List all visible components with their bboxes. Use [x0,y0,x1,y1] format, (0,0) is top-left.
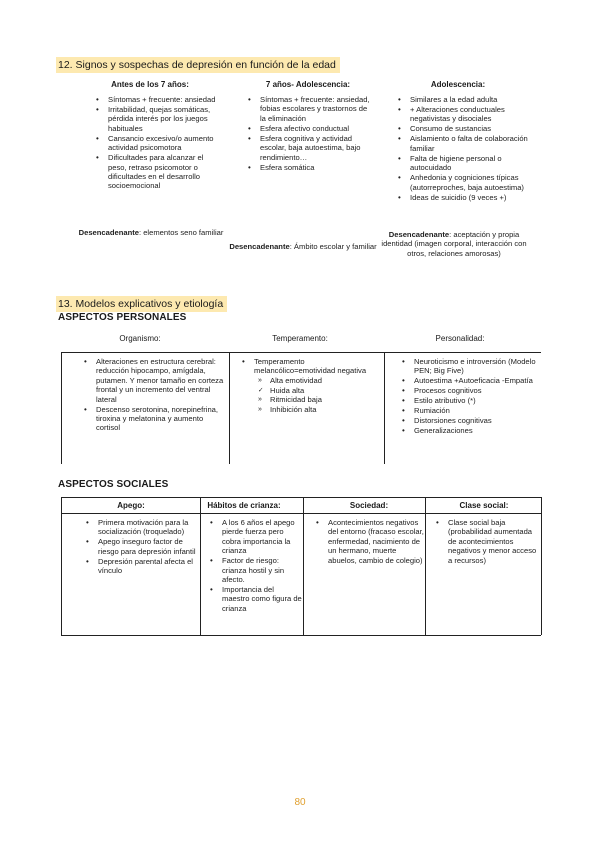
section-13-title: 13. Modelos explicativos y etiología [56,296,227,312]
list-item: • Alteraciones en estructura cerebral: reducción hipocampo, amígdala, putamen. Y menor tamaño en corteza frontal y un incremento del ventral lateral [80,357,226,404]
list-item: • Anhedonia y cogniciones típicas (autorreproches, baja autoestima) [394,173,532,192]
list-item: • Ideas de suicidio (9 veces +) [394,193,532,202]
list-item: » Inhibición alta [238,405,382,414]
table-rule [61,352,541,353]
table-border [61,497,62,635]
list-item: • Esfera afectivo conductual [244,124,372,133]
header-personalidad: Personalidad: [435,334,485,343]
7-adolescence-trigger [228,242,378,251]
sociedad-list [312,518,424,566]
list-item: • Consumo de sustancias [394,124,532,133]
list-item: • Distorsiones cognitivas [398,416,538,425]
list-item: • Generalizaciones [398,426,538,435]
apego-list [82,518,198,576]
under-7-list [92,95,222,191]
header-clase: Clase social: [459,501,509,510]
list-item: » Alta emotividad [238,376,382,385]
trigger-label: Desencadenante [229,242,290,251]
temperamento-list [238,357,382,414]
personalidad-list [398,357,538,436]
list-item: • Factor de riesgo: crianza hostil y sin afecto. [206,556,302,584]
list-item: • Importancia del maestro como figura de crianza [206,585,302,613]
list-item: • Acontecimientos negativos del entorno (fracaso escolar, enfermedad, nacimiento de un hermano, muerte abuelos, cambio de colegio) [312,518,424,565]
table-rule [61,497,541,498]
list-item: • Esfera cognitiva y actividad escolar, baja autoestima, bajo rendimiento… [244,134,372,162]
list-item: ✓ Huida alta [238,386,382,395]
table-border [61,352,62,464]
organismo-list [80,357,226,433]
col-header-under-7: Antes de los 7 años: [111,80,189,89]
header-temperamento: Temperamento: [272,334,328,343]
header-habitos: Hábitos de crianza: [207,501,281,510]
list-item: • Falta de higiene personal o autocuidado [394,154,532,173]
adolescence-trigger [378,230,530,258]
trigger-text: : Ámbito escolar y familiar [289,242,377,251]
list-item: • Estilo atributivo (*) [398,396,538,405]
list-item: • Síntomas + frecuente: ansiedad, fobias escolares y trastornos de la eliminación [244,95,372,123]
list-item: • Dificultades para alcanzar el peso, retraso psicomotor o dificultades en el desarrollo socioemocional [92,153,222,191]
list-item: • Cansancio excesivo/o aumento actividad psicomotora [92,134,222,153]
trigger-text: : aceptación y propia identidad (imagen corporal, interacción con otros, relaciones amorosas) [381,230,527,258]
table-border [303,497,304,635]
list-item: • Síntomas + frecuente: ansiedad [92,95,222,104]
col-header-7-adolescence: 7 años- Adolescencia: [265,80,351,89]
table-border [200,497,201,635]
list-item: • Procesos cognitivos [398,386,538,395]
section-12-title: 12. Signos y sospechas de depresión en función de la edad [56,57,340,73]
list-item: • Autoestima +Autoeficacia -Empatía [398,376,538,385]
list-item: • Irritabilidad, quejas somáticas, pérdida interés por los juegos habituales [92,105,222,133]
list-item: • A los 6 años el apego pierde fuerza pero cobra importancia la crianza [206,518,302,556]
list-item: • Temperamento melancólico=emotividad negativa [238,357,382,376]
list-item: » Ritmicidad baja [238,395,382,404]
habitos-list [206,518,302,614]
under-7-trigger [76,228,226,237]
list-item: • Rumiación [398,406,538,415]
header-apego: Apego: [117,501,145,510]
header-sociedad: Sociedad: [349,501,389,510]
list-item: • Similares a la edad adulta [394,95,532,104]
table-border [541,497,542,635]
trigger-text: : elementos seno familiar [138,228,224,237]
social-aspects-title: ASPECTOS SOCIALES [58,479,169,490]
header-organismo: Organismo: [119,334,161,343]
page-number: 80 [294,797,306,808]
table-border [229,352,230,464]
clase-list [432,518,540,566]
list-item: • Neuroticismo e introversión (Modelo PEN; Big Five) [398,357,538,376]
table-border [384,352,385,464]
list-item: • Aislamiento o falta de colaboración familiar [394,134,532,153]
table-rule [61,635,541,636]
trigger-label: Desencadenante [78,228,139,237]
trigger-label: Desencadenante [388,230,450,239]
adolescence-list [394,95,532,203]
list-item: • Primera motivación para la socialización (troquelado) [82,518,198,537]
table-rule [61,513,541,514]
col-header-adolescence: Adolescencia: [430,80,486,89]
list-item: • Apego inseguro factor de riesgo para depresión infantil [82,537,198,556]
personal-aspects-title: ASPECTOS PERSONALES [58,312,187,323]
7-adolescence-list [244,95,372,173]
table-border [425,497,426,635]
list-item: • Clase social baja (probabilidad aumentada de acontecimientos negativos y menor acceso a recursos) [432,518,540,565]
list-item: • Esfera somática [244,163,372,172]
list-item: • Descenso serotonina, norepinefrina, tiroxina y melatonina y aumento cortisol [80,405,226,433]
list-item: • + Alteraciones conductuales negativistas y disociales [394,105,532,124]
list-item: • Depresión parental afecta el vínculo [82,557,198,576]
